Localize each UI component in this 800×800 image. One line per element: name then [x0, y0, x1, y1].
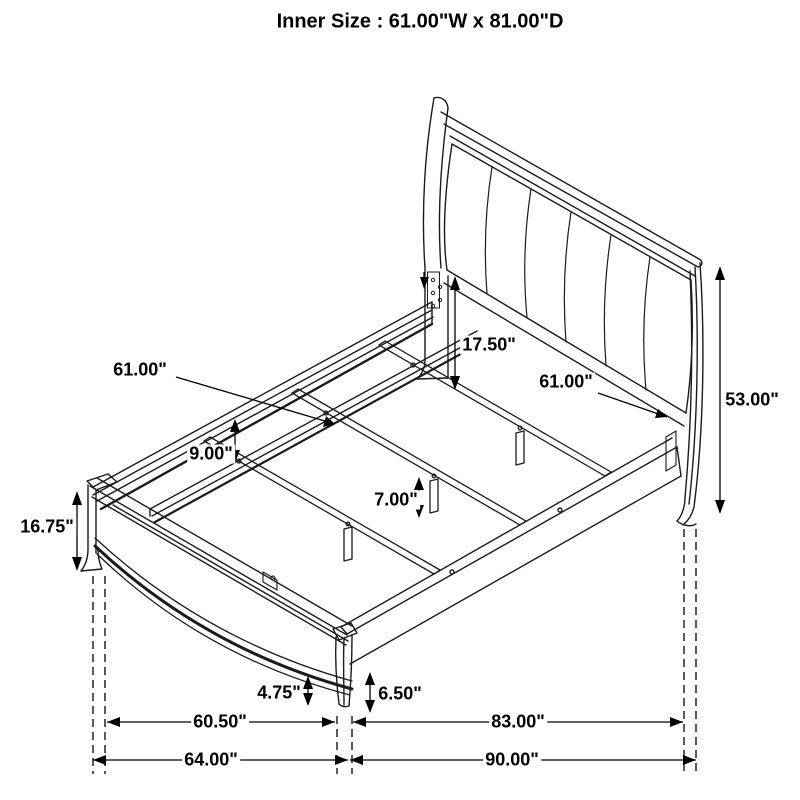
- left-side-rail: [93, 302, 433, 509]
- dim-label-clearance-4-75: 4.75": [257, 682, 301, 703]
- dim-label-inner-width-60-50: 60.50": [193, 711, 247, 732]
- dim-label-inner-length-83-00: 83.00": [491, 711, 545, 732]
- footboard-curved-rail: [95, 538, 352, 695]
- extension-lines: [93, 529, 696, 774]
- dim-label-footboard-height-16-75: 16.75": [20, 516, 74, 537]
- dim-label-outer-length-90-00: 90.00": [485, 749, 539, 770]
- dim-label-headboard-width-61-00: 61.00": [539, 371, 593, 392]
- dim-label-leg-height-6-50: 6.50": [378, 683, 422, 704]
- dim-label-rail-gap-9-00: 9.00": [189, 443, 233, 464]
- headboard: [417, 97, 703, 525]
- dim-label-center-leg-7-00: 7.00": [374, 489, 418, 510]
- dim-label-headboard-height-53-00: 53.00": [725, 389, 779, 410]
- right-side-rail: [341, 438, 681, 664]
- dim-label-outer-width-64-00: 64.00": [184, 749, 238, 770]
- footboard: [81, 474, 357, 707]
- center-legs: [344, 431, 524, 561]
- dim-label-headboard-panel-17-50: 17.50": [462, 334, 516, 355]
- inner-size-title: Inner Size : 61.00"W x 81.00"D: [276, 10, 564, 33]
- dim-label-slat-width-61-00: 61.00": [113, 359, 167, 380]
